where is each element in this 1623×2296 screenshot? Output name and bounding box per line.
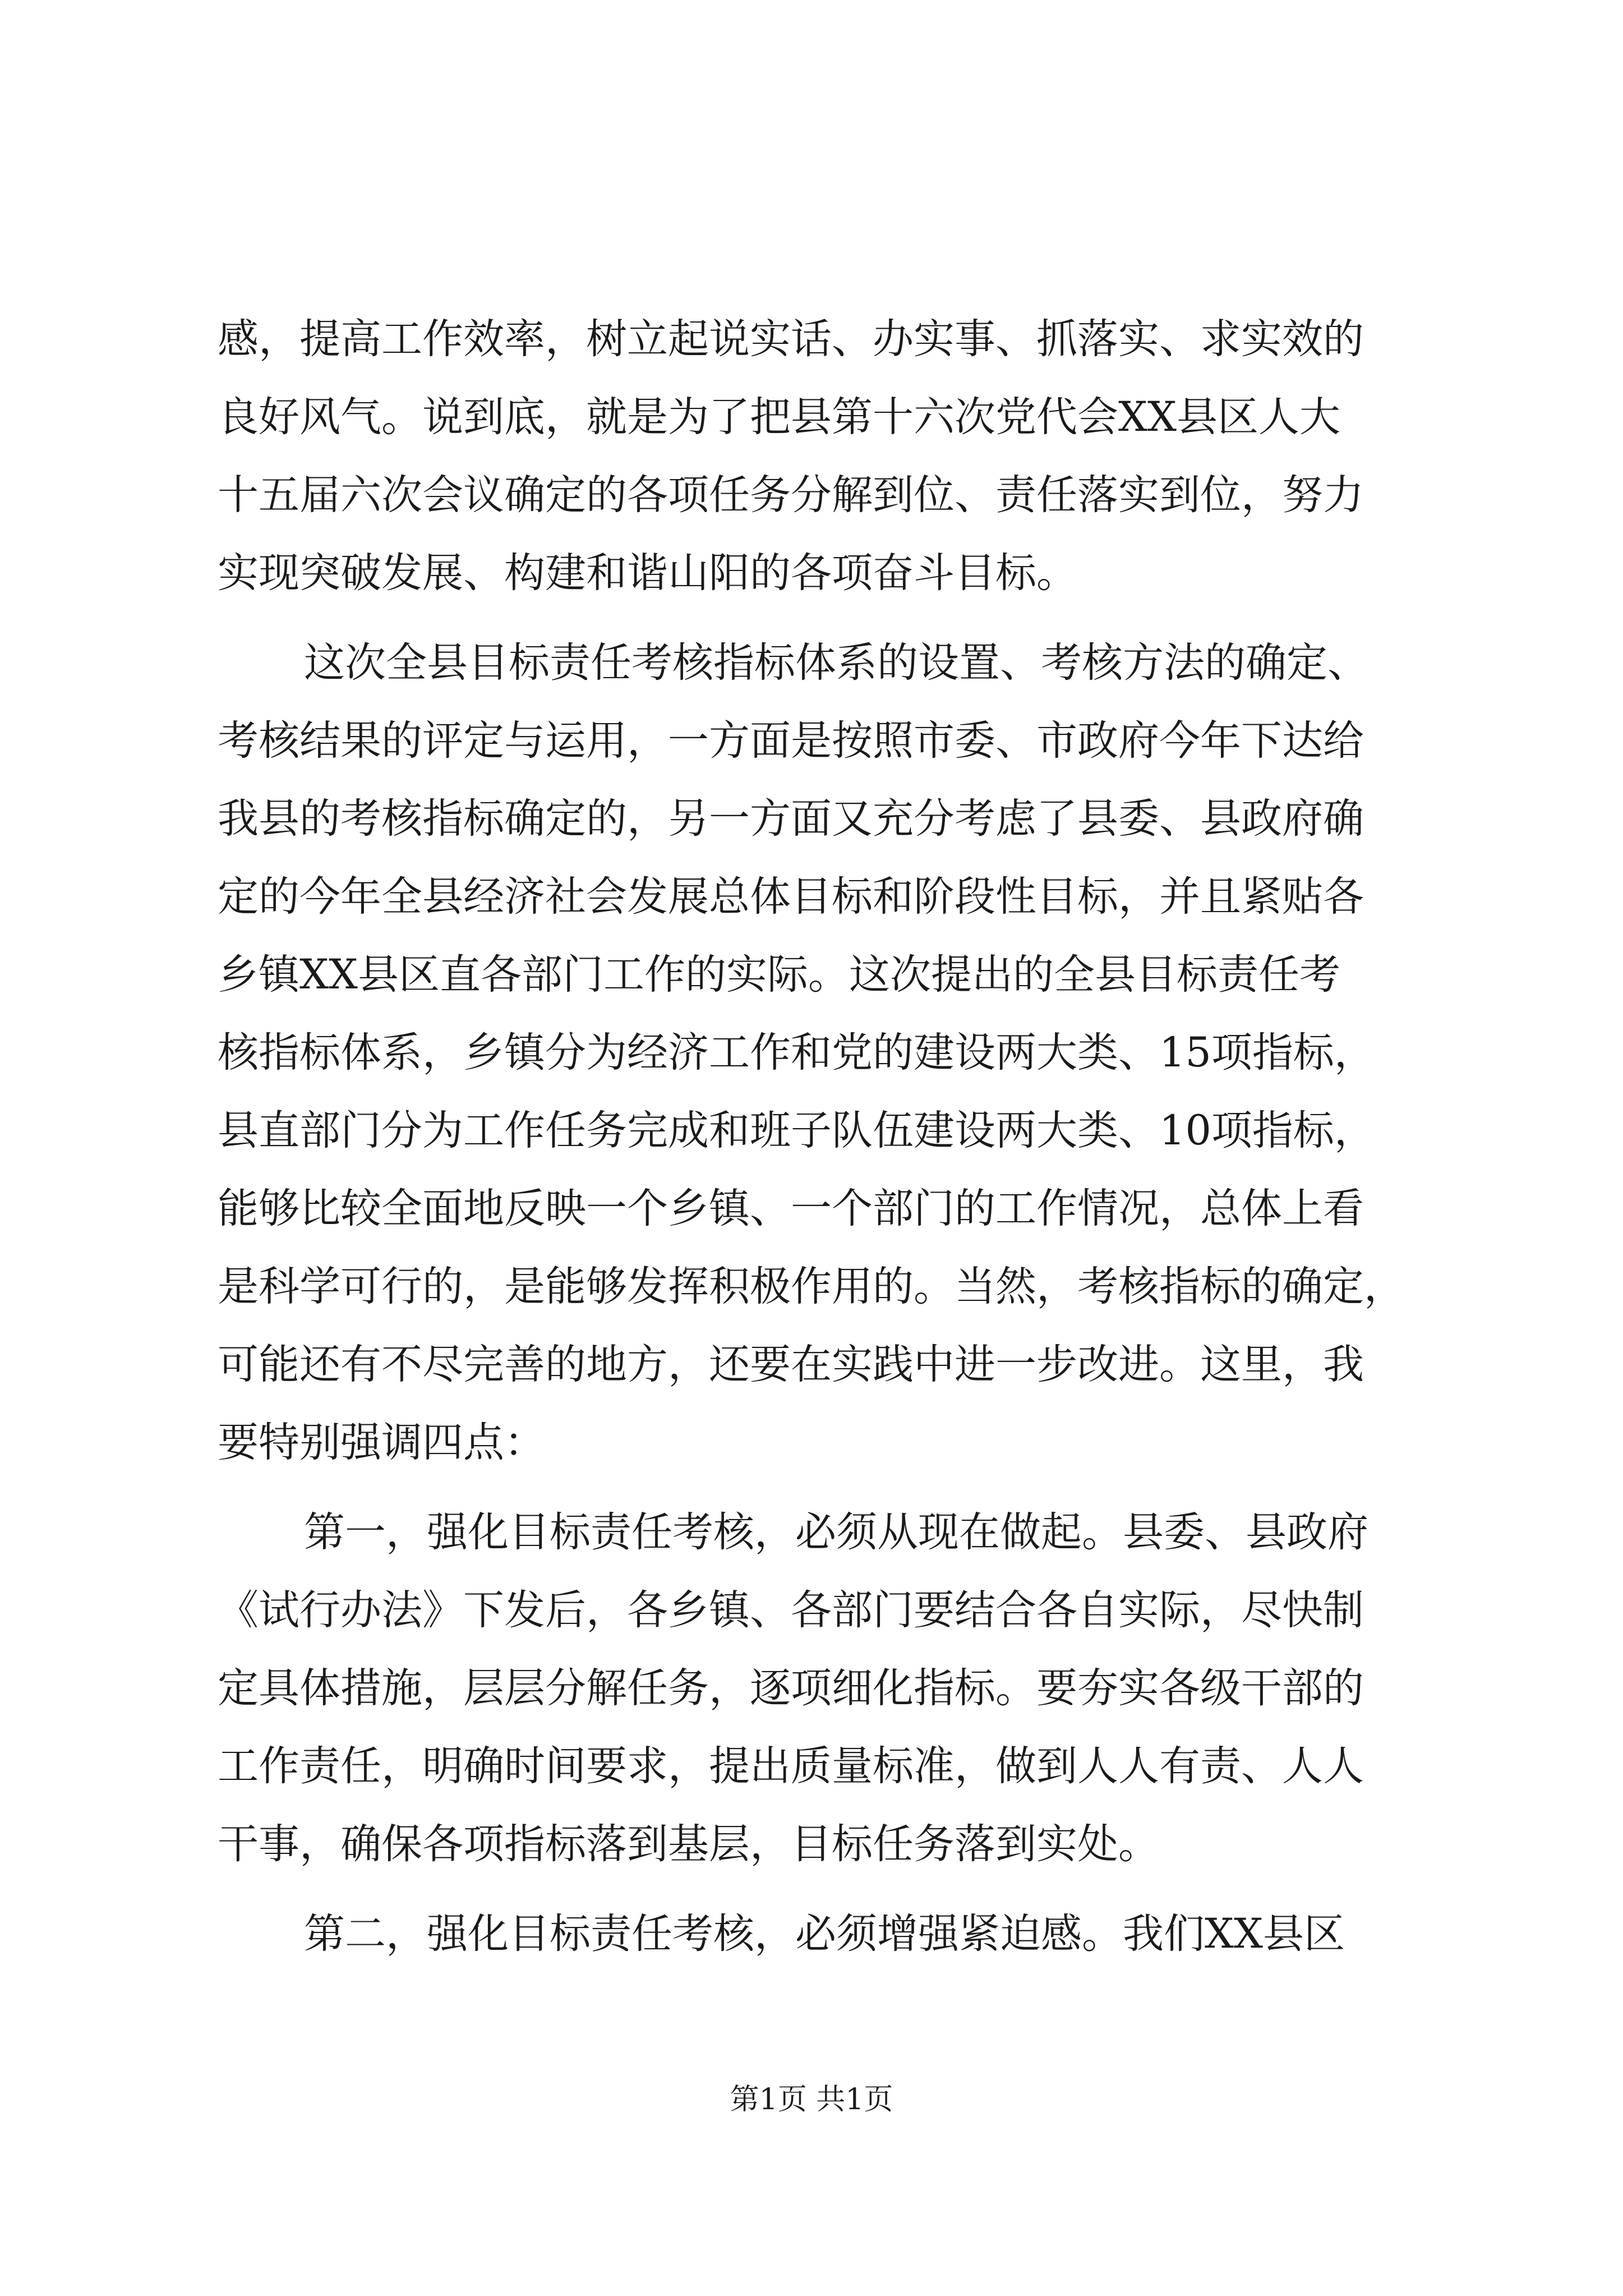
text-line: 定具体措施，层层分解任务，逐项细化指标。要夯实各级干部的 [218,1664,1364,1712]
paragraph-first-line: 第二，强化目标责任考核，必须增强紧迫感。我们XX县区 [304,1910,1345,1958]
page-footer: 第1页 共1页 [730,2083,893,2116]
text-line: 县直部门分为工作任务完成和班子队伍建设两大类、10项指标， [218,1107,1375,1154]
text-line: 《试行办法》下发后，各乡镇、各部门要结合各自实际，尽快制 [218,1586,1364,1634]
text-line: 工作责任，明确时间要求，提出质量标准，做到人人有责、人人 [218,1742,1364,1790]
paragraph-gap [218,1481,1427,1493]
text-line: 十五届六次会议确定的各项任务分解到位、责任落实到位，努力 [218,471,1364,519]
text-line: 是科学可行的，是能够发挥积极作用的。当然，考核指标的确定， [218,1263,1405,1310]
document-body [218,300,1427,1973]
paragraph-first-line: 这次全县目标责任考核指标体系的设置、考核方法的确定、 [304,639,1368,687]
text-line: 实现突破发展、构建和谐山阳的各项奋斗目标。 [218,549,1077,597]
text-line: 感，提高工作效率，树立起说实话、办实事、抓落实、求实效的 [218,315,1364,363]
paragraph-first-line: 第一，强化目标责任考核，必须从现在做起。县委、县政府 [304,1508,1368,1556]
text-line: 要特别强调四点： [218,1419,545,1466]
paragraph-gap [218,1883,1427,1895]
text-line: 核指标体系，乡镇分为经济工作和党的建设两大类、15项指标， [218,1029,1375,1076]
text-line: 定的今年全县经济社会发展总体目标和阶段性目标，并且紧贴各 [218,873,1364,921]
text-line: 能够比较全面地反映一个乡镇、一个部门的工作情况，总体上看 [218,1185,1364,1232]
text-line: 干事，确保各项指标落到基层，目标任务落到实处。 [218,1820,1159,1868]
text-line: 可能还有不尽完善的地方，还要在实践中进一步改进。这里，我 [218,1341,1364,1388]
paragraph-gap [218,612,1427,624]
text-line: 考核结果的评定与运用，一方面是按照市委、市政府今年下达给 [218,717,1364,765]
text-line: 良好风气。说到底，就是为了把县第十六次党代会XX县区人大 [218,393,1340,441]
text-line: 我县的考核指标确定的，另一方面又充分考虑了县委、县政府确 [218,795,1364,843]
text-line: 乡镇XX县区直各部门工作的实际。这次提出的全县目标责任考 [218,951,1340,999]
